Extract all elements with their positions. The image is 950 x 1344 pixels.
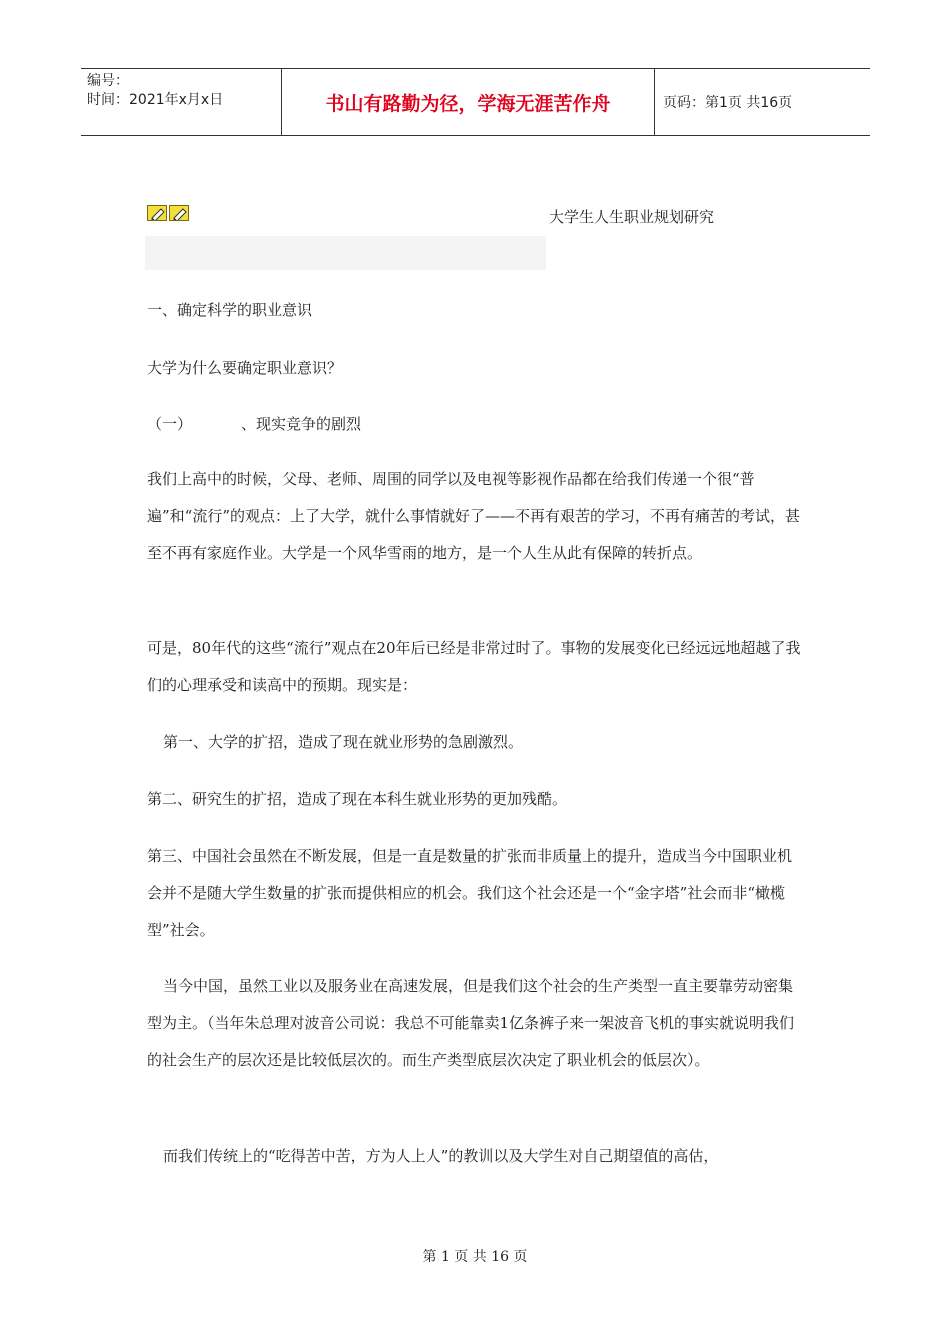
subsection-number: （一） <box>147 415 193 433</box>
document-title: 大学生人生职业规划研究 <box>549 208 715 226</box>
question-heading: 大学为什么要确定职业意识？ <box>147 359 343 377</box>
page-footer: 第 1 页 共 16 页 <box>422 1249 528 1265</box>
paragraph: 第二、研究生的扩招，造成了现在本科生就业形势的更加残酷。 <box>147 790 568 808</box>
paragraph: 而我们传统上的“吃得苦中苦，方为人上人”的教训以及大学生对自己期望值的高估， <box>163 1147 719 1165</box>
paragraph: 第三、中国社会虽然在不断发展，但是一直是数量的扩张而非质量上的提升，造成当今中国职业机会并不是随大学生数量的扩张而提供相应的机会。我们这个社会还是一个“金字塔”社会而非“橄榄型”社会。 <box>147 847 793 939</box>
time-label: 时间：2021年x月x日 <box>87 92 224 108</box>
section-heading: 一、确定科学的职业意识 <box>147 301 313 319</box>
header-motto: 书山有路勤为径，学海无涯苦作舟 <box>281 69 655 135</box>
subsection-heading: 、现实竞争的剧烈 <box>241 415 362 433</box>
paragraph: 第一、大学的扩招，造成了现在就业形势的急剧激烈。 <box>163 733 524 751</box>
paragraph: 当今中国，虽然工业以及服务业在高速发展，但是我们这个社会的生产类型一直主要靠劳动密集型为主。（当年朱总理对波音公司说：我总不可能靠卖1亿条裤子来一架波音飞机的事实就说明我们的社会生产的层次还是比较低层次的。而生产类型底层次决定了职业机会的低层次）。 <box>147 977 795 1069</box>
paragraph: 可是，80年代的这些“流行”观点在20年后已经是非常过时了。事物的发展变化已经远远地超越了我们的心理承受和读高中的预期。现实是： <box>147 639 801 694</box>
number-label: 编号： <box>87 73 129 89</box>
paragraph: 我们上高中的时候，父母、老师、周围的同学以及电视等影视作品都在给我们传递一个很“普遍”和“流行”的观点：上了大学，就什么事情就好了——不再有艰苦的学习，不再有痛苦的考试，甚至不再有家庭作业。大学是一个风华雪雨的地方，是一个人生从此有保障的转折点。 <box>147 470 801 562</box>
pencil-icon <box>147 205 167 221</box>
header-page-info: 页码：第1页 共16页 <box>663 95 793 111</box>
pencil-icon <box>169 205 189 221</box>
shaded-bar <box>145 236 546 270</box>
page-header <box>81 68 870 136</box>
header-meta <box>81 69 281 135</box>
title-icons <box>147 205 189 221</box>
